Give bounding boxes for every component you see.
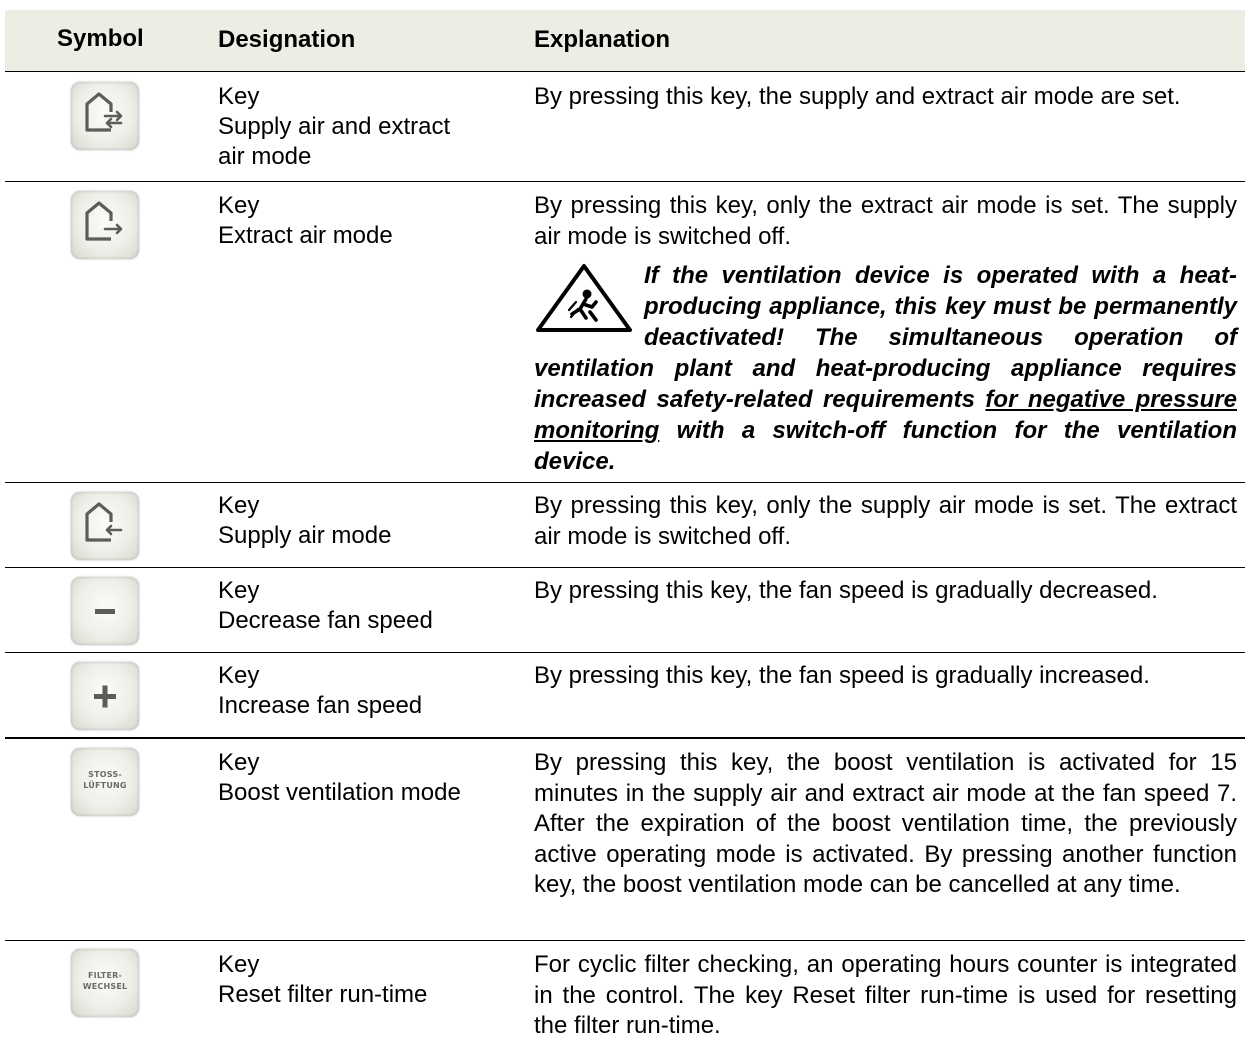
explanation-text: By pressing this key, the fan speed is gradually decreased. — [534, 577, 1158, 604]
explanation — [534, 748, 1237, 901]
designation-line: Key — [218, 749, 260, 776]
table-header — [5, 10, 1245, 72]
explanation — [534, 950, 1237, 1042]
plus-icon — [71, 662, 139, 730]
table-row — [5, 653, 1245, 739]
explanation-text: By pressing this key, only the extract air mode is set. The supply air mode is switched off. — [534, 192, 1237, 250]
table-row — [5, 568, 1245, 653]
designation-line: Extract air mode — [218, 222, 393, 249]
table-row — [5, 941, 1245, 1043]
explanation-text: For cyclic filter checking, an operating hours counter is integrated in the control. The key Reset filter run-time is used for resetting the filter run-time. — [534, 951, 1237, 1039]
designation — [218, 82, 518, 172]
designation-line: Key — [218, 192, 260, 219]
designation-line: air mode — [218, 143, 312, 170]
house-extract-icon — [71, 191, 139, 259]
explanation-text: By pressing this key, the fan speed is gradually increased. — [534, 662, 1150, 689]
designation — [218, 491, 518, 551]
boost-ventilation-key-icon — [71, 748, 139, 816]
table-row — [5, 182, 1245, 483]
designation — [218, 950, 518, 1010]
explanation-text: By pressing this key, the boost ventilation is activated for 15 minutes in the supply air and extract air mode at the fan speed 7. After the expiration of the boost ventilation time, the previously active operating mode is activated. By pressing another function key, the boost ventilation mode can be cancelled at any time. — [534, 749, 1237, 898]
designation-line: Key — [218, 577, 260, 604]
explanation — [534, 661, 1237, 692]
warning-triangle-icon — [534, 262, 634, 334]
header-explanation: Explanation — [534, 26, 671, 53]
table-row — [5, 740, 1245, 941]
designation-line: Decrease fan speed — [218, 607, 433, 634]
key-label-line: STOSS- — [88, 770, 122, 779]
designation-line: Key — [218, 83, 260, 110]
designation — [218, 661, 518, 721]
filter-change-key-icon — [71, 949, 139, 1017]
table-row — [5, 483, 1245, 568]
designation-line: Increase fan speed — [218, 692, 423, 719]
designation — [218, 191, 518, 251]
designation-line: Supply air mode — [218, 522, 392, 549]
explanation-text: By pressing this key, only the supply air mode is set. The extract air mode is switched off. — [534, 492, 1237, 550]
minus-icon — [71, 577, 139, 645]
designation — [218, 576, 518, 636]
warning-text-underlined: for negative pressure monitoring — [534, 386, 1237, 444]
explanation-text: By pressing this key, the supply and extract air mode are set. — [534, 83, 1181, 110]
designation-line: Key — [218, 951, 260, 978]
table-row — [5, 72, 1245, 182]
key-label-line: LÜFTUNG — [83, 781, 127, 790]
designation-line: Reset filter run-time — [218, 981, 428, 1008]
warning-note — [534, 260, 1237, 477]
explanation — [534, 491, 1237, 552]
designation — [218, 748, 518, 808]
header-designation: Designation — [218, 26, 356, 53]
warning-text: If the ventilation device is operated with a heat-producing appliance, this key must be permanently deactivated! The simultaneous operation of ventilation plant and heat-producing appliance requires increased safety-related requirements — [534, 262, 1237, 413]
warning-text-end: with a switch-off function for the ventilation device. — [534, 417, 1237, 475]
designation-line: Boost ventilation mode — [218, 779, 461, 806]
designation-line: Key — [218, 662, 260, 689]
house-supply-extract-icon — [71, 82, 139, 150]
key-label-line: FILTER- — [87, 971, 123, 980]
designation-line: Supply air and extract — [218, 113, 451, 140]
header-symbol: Symbol — [57, 25, 144, 52]
designation-line: Key — [218, 492, 260, 519]
explanation — [534, 82, 1237, 113]
explanation — [534, 191, 1237, 477]
explanation — [534, 576, 1237, 607]
key-label-line: WECHSEL — [82, 982, 128, 991]
house-supply-icon — [71, 492, 139, 560]
